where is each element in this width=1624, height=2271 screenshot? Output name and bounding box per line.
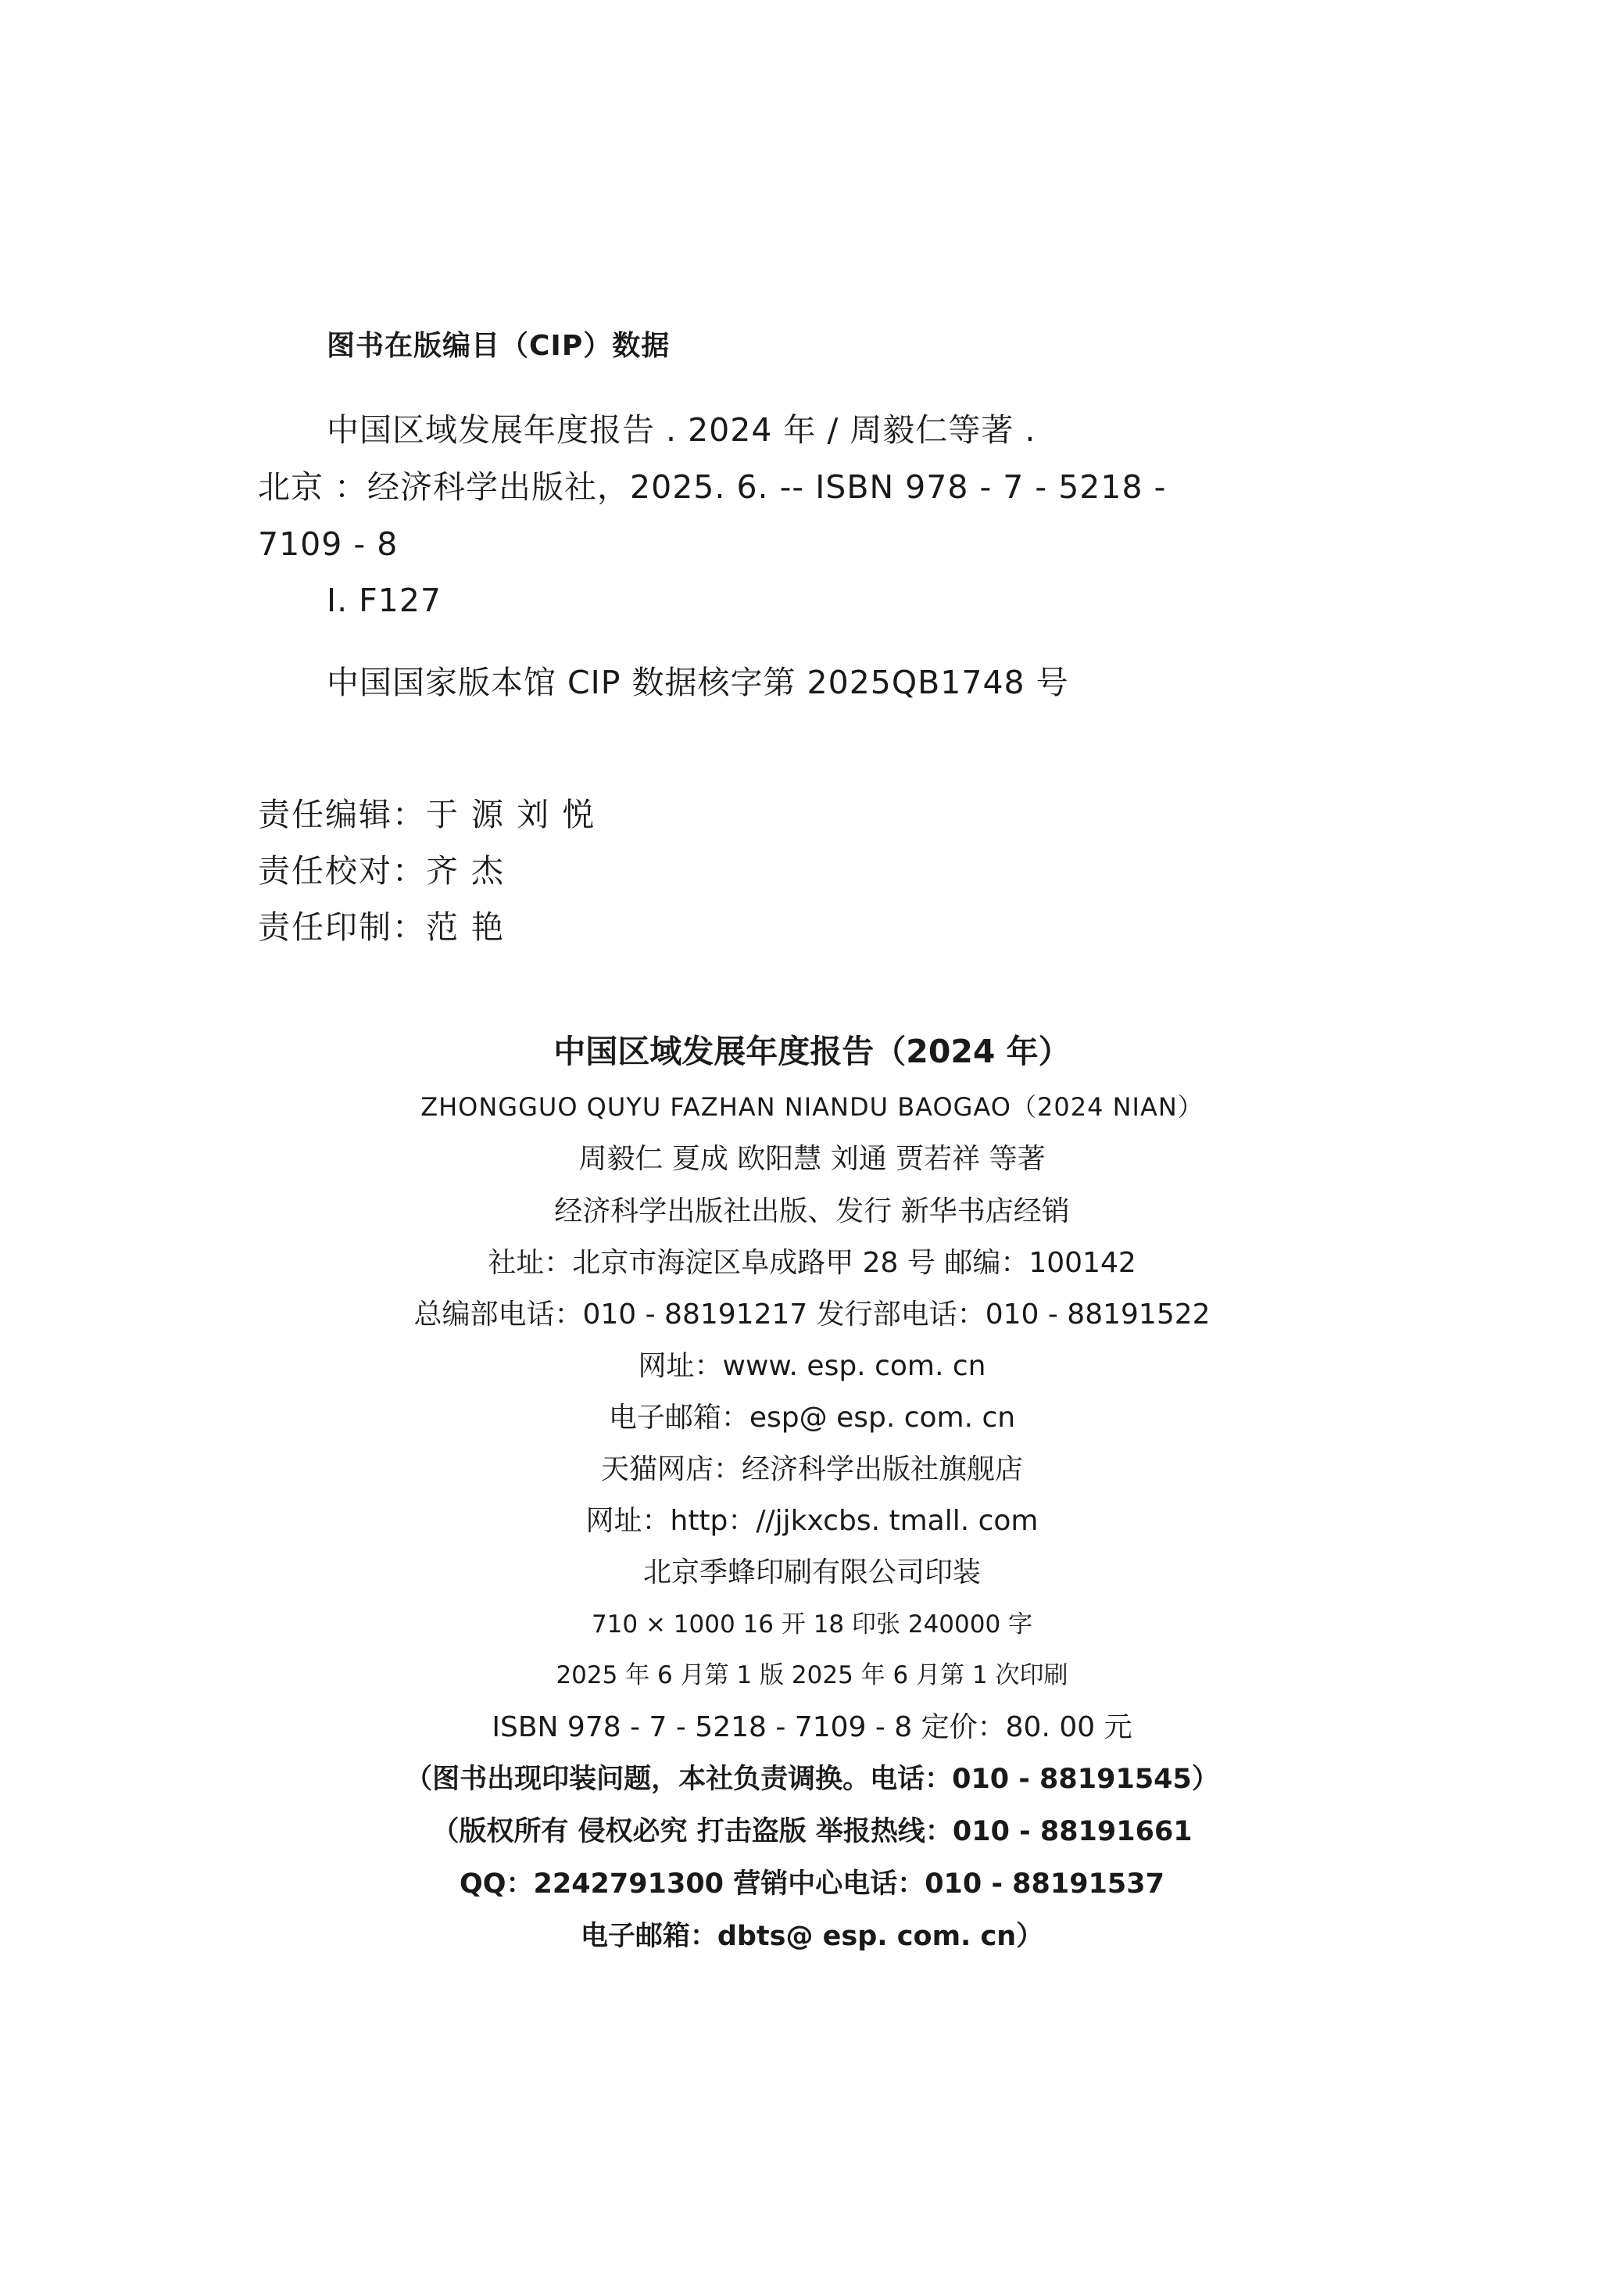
colophon-format: 710 × 1000 16 开 18 印张 240000 字 — [591, 1610, 1033, 1639]
colophon-printer: 北京季蜂印刷有限公司印装 — [642, 1556, 981, 1589]
cip-line-1: 中国区域发展年度报告 . 2024 年 / 周毅仁等著 . — [327, 411, 1036, 449]
colophon-publisher: 经济科学出版社出版、发行 新华书店经销 — [554, 1195, 1070, 1227]
cip-heading: 图书在版编目（CIP）数据 — [327, 330, 671, 362]
colophon-title: 中国区域发展年度报告（2024 年） — [553, 1033, 1071, 1070]
cip-line-2: 北京 ：经济科学出版社，2025. 6. -- ISBN 978 - 7 - 5218 - — [258, 468, 1167, 506]
staff-printing: 责任印制：范 艳 — [258, 908, 506, 946]
colophon-edition: 2025 年 6 月第 1 版 2025 年 6 月第 1 次印刷 — [556, 1661, 1068, 1689]
staff-editor: 责任编辑：于 源 刘 悦 — [258, 796, 596, 833]
colophon-address: 社址：北京市海淀区阜成路甲 28 号 邮编：100142 — [488, 1247, 1136, 1279]
staff-proofreader: 责任校对：齐 杰 — [258, 852, 506, 890]
colophon-website: 网址：www. esp. com. cn — [638, 1350, 986, 1382]
colophon-email: 电子邮箱：esp@ esp. com. cn — [608, 1402, 1016, 1434]
colophon-notice-3: QQ：2242791300 营销中心电话：010 - 88191537 — [459, 1868, 1164, 1900]
colophon-notice-2: （版权所有 侵权必究 打击盗版 举报热线：010 - 88191661 — [431, 1816, 1193, 1847]
colophon-notice-1: （图书出现印装问题，本社负责调换。电话：010 - 88191545） — [405, 1764, 1219, 1795]
colophon-tmall-url: 网址：http：//jjkxcbs. tmall. com — [585, 1505, 1039, 1537]
cip-line-5: 中国国家版本馆 CIP 数据核字第 2025QB1748 号 — [327, 664, 1069, 701]
colophon-notice-4: 电子邮箱：dbts@ esp. com. cn） — [580, 1921, 1044, 1952]
colophon-phones: 总编部电话：010 - 88191217 发行部电话：010 - 88191522 — [413, 1298, 1211, 1331]
colophon-pinyin: ZHONGGUO QUYU FAZHAN NIANDU BAOGAO（2024 NIAN） — [420, 1092, 1204, 1122]
cip-line-3: 7109 - 8 — [258, 525, 399, 563]
colophon-tmall-store: 天猫网店：经济科学出版社旗舰店 — [600, 1453, 1023, 1485]
colophon-isbn-price: ISBN 978 - 7 - 5218 - 7109 - 8 定价：80. 00 元 — [492, 1711, 1132, 1743]
colophon-authors: 周毅仁 夏成 欧阳慧 刘通 贾若祥 等著 — [578, 1143, 1046, 1175]
cip-line-4: Ⅰ. F127 — [327, 582, 442, 619]
